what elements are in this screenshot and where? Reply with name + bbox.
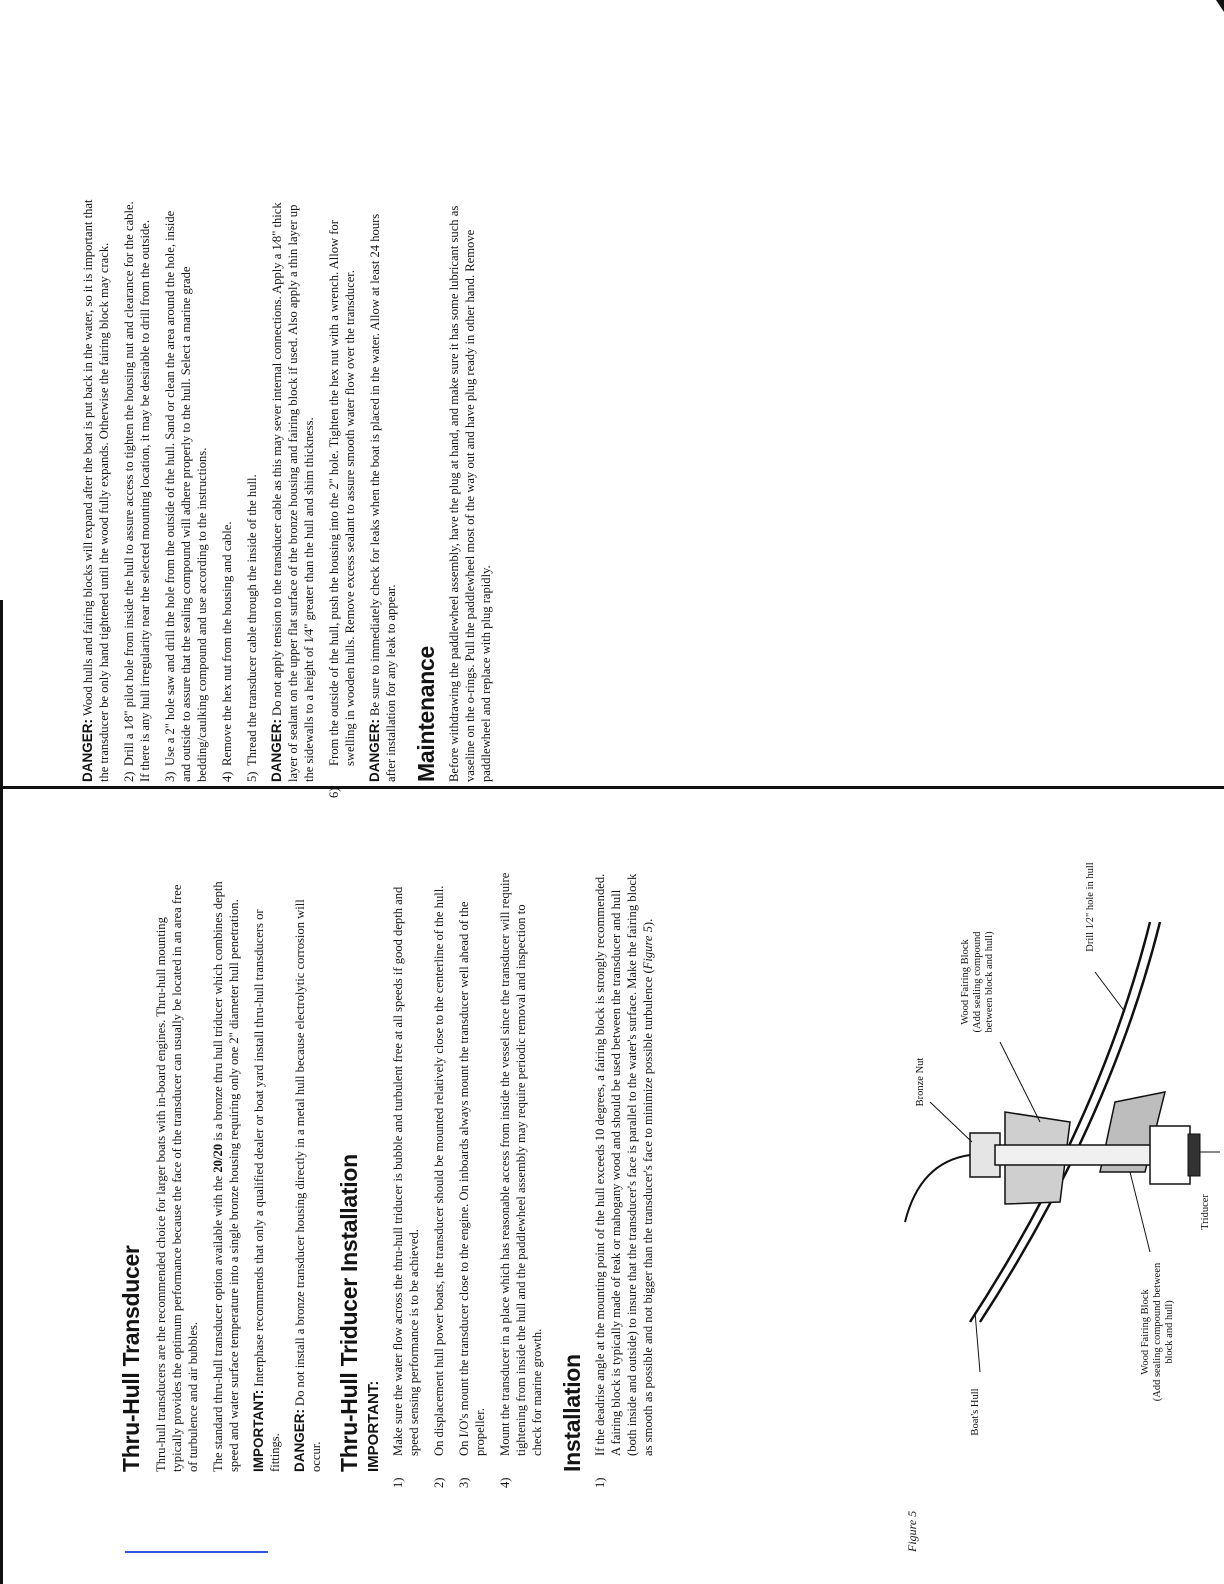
important-label: IMPORTANT: — [251, 1389, 266, 1472]
important-note — [251, 872, 283, 1472]
danger-note-wood-hulls — [80, 192, 112, 782]
standard-option-text-b: is a bronze thru hull triducer which combines depth speed and water surface temperature into a single bronze housing requiring only one 2" diameter hull penetration. — [211, 881, 241, 1472]
danger-text: Be sure to immediately check for leaks when the boat is placed in the water. Allow at least 24 hours after installation for any leak to appear. — [368, 213, 398, 782]
model-number: 20/20 — [211, 1143, 225, 1173]
callout-wood-block-top — [960, 922, 996, 1042]
triducer-head — [1150, 1126, 1190, 1184]
list-item-number: 4) — [220, 771, 234, 782]
list-item — [219, 192, 235, 782]
installation-step-1 — [592, 872, 656, 1488]
list-item-number: 5) — [245, 771, 259, 782]
list-item-text: Mount the transducer in a place which has reasonable access from inside the vessel since the transducer will require tightening from inside the hull and the paddlewheel assembly may require periodic removal and inspection to check for marine growth. — [498, 872, 544, 1456]
callout-triducer: Triducer — [1200, 1194, 1211, 1230]
list-item-text: Use a 2" hole saw and drill the hole from the outside of the hull. Sand or clean the area around the hole, inside and outside to assure that the sealing compound will adhere properly to the hull. Select a marine grade bedding/caulking compound and use according to the instructions. — [163, 210, 209, 782]
list-item-text: Remove the hex nut from the housing and cable. — [220, 521, 234, 766]
list-item-number: 4) — [498, 1477, 512, 1488]
list-item-text: Make sure the water flow across the thru-hull triducer is bubble and turbulent free at all speeds if good depth and speed sensing performance is to be achieved. — [391, 886, 421, 1456]
triducer-installation-heading: Thru-Hull Triducer Installation — [336, 1154, 362, 1472]
left-page — [0, 792, 1224, 1584]
transducer-diagram — [900, 792, 1220, 1572]
callout-wood-block-left — [1140, 1262, 1176, 1402]
list-item — [390, 872, 422, 1488]
installation-text: If the deadrise angle at the mounting point of the hull exceeds 10 degrees, a fairing block is strongly recommended. A fairing block is typically made of teak or mahogany wood and should be used between the transducer and hull (both inside and outside) to insure that the transducer's face is parallel to the water's surface. Make the fairing block as smooth as possible and not bigger than the transducer's face to minimize possible turbulence ( — [593, 873, 655, 1456]
leader-left-block — [1130, 1172, 1150, 1252]
callout-text: Wood Fairing Block — [960, 939, 971, 1025]
danger-label: DANGER: — [269, 719, 284, 782]
list-item-text: Drill a 1⁄8" pilot hole from inside the hull to assure access to tighten the housing nut and clearance for the cable. If there is any hull irregularity near the selected mounting location, it may be desirable to drill from the outside. — [122, 201, 152, 782]
right-column — [80, 192, 503, 798]
thru-hull-intro: Thru-hull transducers are the recommended choice for larger boats with in-board engines. Thru-hull mounting typically provides the optimum performance because the face of the transducer can usually be located in an area free of turbulence and air bubbles. — [154, 884, 200, 1472]
callout-note: (Add sealing compound between block and hull) — [1152, 1262, 1175, 1402]
list-item-number: 1) — [391, 1477, 405, 1488]
danger-label: DANGER: — [292, 1409, 307, 1472]
callout-bronze-nut: Bronze Nut — [915, 1057, 926, 1107]
callout-text: Wood Fairing Block — [1140, 1289, 1151, 1375]
list-item-number: 2) — [432, 1477, 446, 1488]
leader-bronze-nut — [930, 1102, 972, 1142]
left-column — [118, 872, 665, 1488]
list-item — [497, 872, 545, 1488]
installation-heading: Installation — [559, 1354, 585, 1472]
list-item — [456, 872, 488, 1488]
leader-top-block — [1000, 1042, 1040, 1122]
important-subheading: IMPORTANT: — [365, 1380, 382, 1472]
standard-option-text-a: The standard thru-hull transducer option available with the — [211, 1172, 225, 1472]
transducer-cable — [905, 1155, 970, 1222]
danger-text: Do not install a bronze transducer housing directly in a metal hull because electrolytic corrosion will occur. — [293, 899, 323, 1472]
danger-label: DANGER: — [367, 719, 382, 782]
danger-text: Wood hulls and fairing blocks will expand after the boat is put back in the water, so it is important that the transducer be only hand tightened until the wood fully expands. Otherwise the fairing block may crack. — [81, 199, 111, 782]
list-item-text: Thread the transducer cable through the inside of the hull. — [245, 474, 259, 766]
maintenance-heading: Maintenance — [413, 645, 439, 782]
list-item-number: 3) — [457, 1477, 471, 1488]
list-item-text: On I/O's mount the transducer close to the engine. On inboards always mount the transducer well ahead of the propeller. — [457, 901, 487, 1456]
callout-note: (Add sealing compound between block and hull) — [972, 931, 995, 1033]
list-item — [162, 192, 210, 782]
list-item-text: From the outside of the hull, push the housing into the 2" hole. Tighten the hex nut with a wrench. Allow for swelling in wooden hulls. Remove excess sealant to assure smooth water flow over the transducer. — [327, 220, 357, 766]
list-item — [121, 192, 153, 782]
list-item — [244, 192, 260, 782]
list-item — [326, 192, 358, 798]
important-text: Interphase recommends that only a qualified dealer or boat yard install thru-hull transducers or fittings. — [252, 909, 282, 1472]
danger-note-cable-tension — [269, 192, 317, 782]
triducer-cap — [1188, 1134, 1200, 1176]
callout-boats-hull: Boat's Hull — [970, 1388, 981, 1436]
list-item — [431, 872, 447, 1488]
figure-label: Figure 5 — [905, 1510, 919, 1552]
list-item-text: On displacement hull power boats, the transducer should be mounted relatively close to the centerline of the hull. — [432, 885, 446, 1456]
leader-drill — [1095, 972, 1125, 1012]
danger-note-leaks — [367, 192, 399, 782]
danger-text: Do not apply tension to the transducer cable as this may sever internal connections. Apply a 1⁄8" thick layer of sealant on the upper flat surface of the bronze housing and fairing block if used. Also apply a thin layer up the sidewalls to a height of 1⁄4" greater than the hull and shim thickness. — [270, 202, 316, 782]
figure-5 — [900, 792, 1220, 1572]
maintenance-text: Before withdrawing the paddlewheel assembly, have the plug at hand, and make sure it has some lubricant such as vaseline on the o-rings. Pull the paddlewheel most of the way out and have plug ready in other hand. Remove paddlewheel and replace with plug rapidly. — [447, 205, 493, 782]
list-item-number: 1) — [593, 1477, 607, 1488]
danger-label: DANGER: — [80, 719, 95, 782]
list-item-number: 6) — [327, 787, 341, 798]
list-item-number: 2) — [122, 771, 136, 782]
list-item-number: 3) — [163, 771, 177, 782]
standard-option-paragraph — [210, 872, 242, 1472]
installation-text-end: ). — [641, 918, 655, 927]
threaded-stem — [995, 1145, 1155, 1165]
thru-hull-transducer-heading: Thru-Hull Transducer — [118, 1245, 144, 1472]
figure-reference: Figure 5 — [641, 926, 655, 970]
callout-drill-hole: Drill 1⁄2" hole in hull — [1085, 862, 1096, 952]
danger-note-metal-hull — [292, 872, 324, 1472]
